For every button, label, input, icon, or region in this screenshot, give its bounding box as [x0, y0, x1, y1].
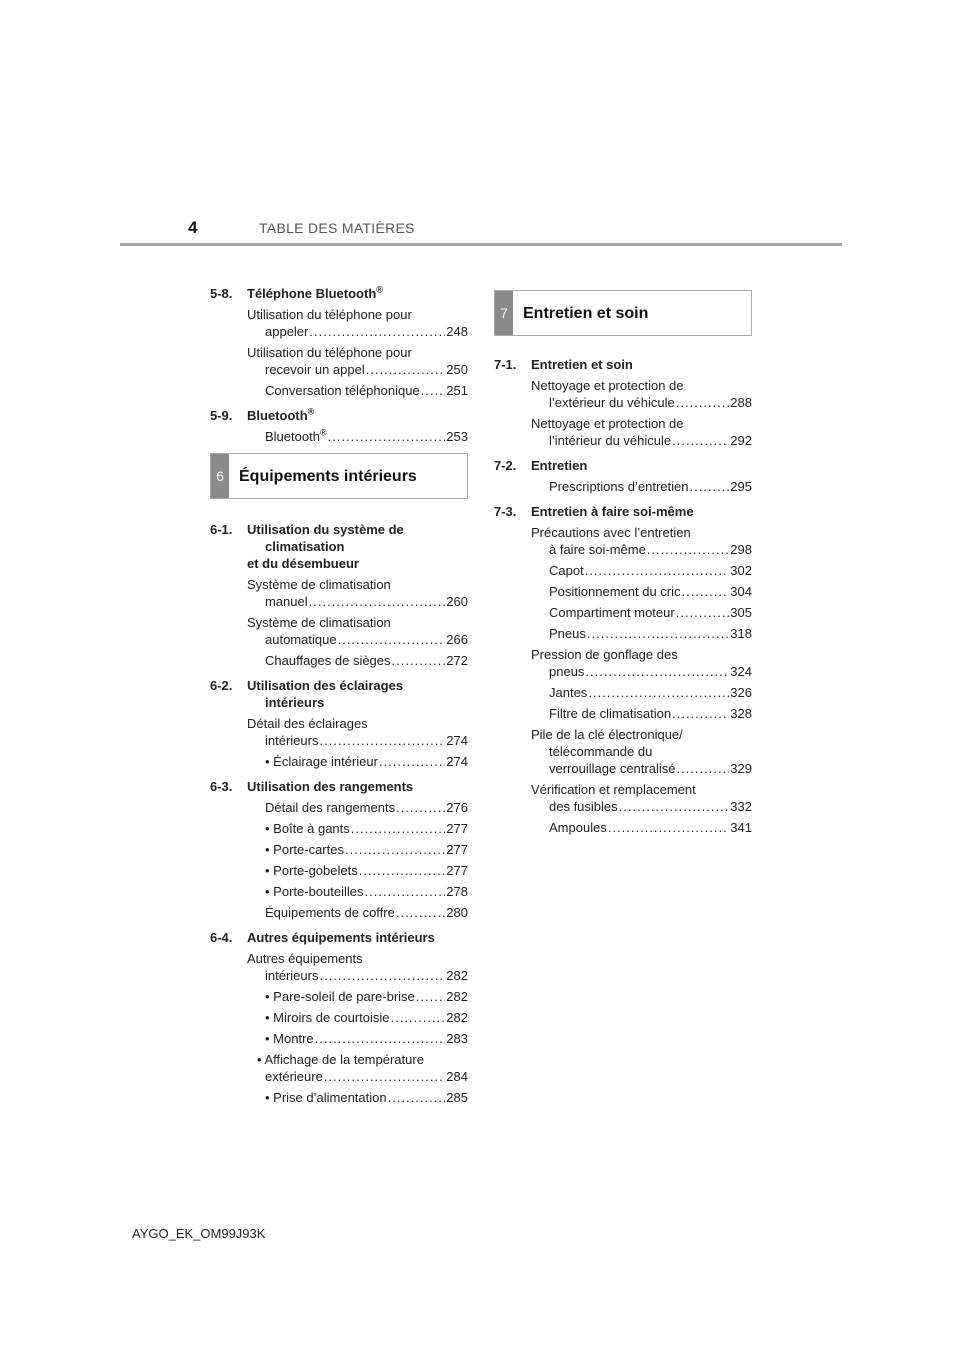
toc-subentry[interactable]: • Pare-soleil de pare-brise ..... 282: [257, 988, 468, 1005]
header-title: TABLE DES MATIÈRES: [259, 220, 415, 236]
toc-section-7-3[interactable]: [494, 503, 752, 520]
page-ref: 329: [730, 761, 752, 776]
toc-entry[interactable]: Utilisation du téléphone pour appeler ..... 248: [247, 306, 468, 340]
chapter-number-tab: 7: [495, 291, 513, 335]
toc-entry[interactable]: Pression de gonflage des pneus ..... 324: [531, 646, 752, 680]
page-ref: 277: [446, 842, 468, 857]
toc-entry[interactable]: Chauffages de sièges ..... 272: [247, 652, 468, 669]
page-ref: 324: [730, 664, 752, 679]
page-ref: 288: [730, 395, 752, 410]
page-ref: 274: [446, 754, 468, 769]
toc-section-6-4[interactable]: [210, 929, 468, 946]
page-ref: 251: [446, 383, 468, 398]
section-number: 6-1.: [210, 522, 233, 537]
toc-section-7-2[interactable]: [494, 457, 752, 474]
section-number: 5-8.: [210, 286, 233, 301]
page-ref: 332: [730, 799, 752, 814]
toc-entry[interactable]: Détail des rangements ..... 276: [247, 799, 468, 816]
section-title: Utilisation du système de climatisation et du désembueur: [247, 522, 404, 571]
toc-entry[interactable]: Nettoyage et protection de l’extérieur du véhicule ..... 288: [531, 377, 752, 411]
toc-subentry[interactable]: • Miroirs de courtoisie ..... 282: [257, 1009, 468, 1026]
page-ref: 341: [730, 820, 752, 835]
chapter-7-heading[interactable]: [494, 290, 752, 336]
toc-entry[interactable]: Conversation téléphonique ..... 251: [247, 382, 468, 399]
document-code: AYGO_EK_OM99J93K: [132, 1226, 266, 1241]
page-ref: 280: [446, 905, 468, 920]
page-ref: 253: [446, 429, 468, 444]
page-ref: 292: [730, 433, 752, 448]
toc-entry[interactable]: Pneus ..... 318: [531, 625, 752, 642]
toc-entry[interactable]: Système de climatisation automatique ..... 266: [247, 614, 468, 648]
section-number: 6-3.: [210, 779, 233, 794]
section-number: 6-4.: [210, 930, 233, 945]
page-ref: 295: [730, 479, 752, 494]
page-ref: 304: [730, 584, 752, 599]
toc-entry[interactable]: Bluetooth® ..... 253: [247, 428, 468, 445]
section-title: Utilisation des rangements: [247, 779, 414, 794]
toc-entry[interactable]: Équipements de coffre ..... 280: [247, 904, 468, 921]
toc-entry[interactable]: Pile de la clé électronique/ télécommande du verrouillage centralisé ..... 329: [531, 726, 752, 777]
section-title: Autres équipements intérieurs: [247, 930, 435, 945]
toc-entry[interactable]: Capot ..... 302: [531, 562, 752, 579]
toc-subentry[interactable]: • Porte-cartes ..... 277: [257, 841, 468, 858]
toc-entry[interactable]: Précautions avec l’entretien à faire soi-même ..... 298: [531, 524, 752, 558]
toc-left-column: [210, 285, 468, 1110]
section-title: Utilisation des éclairages intérieurs: [247, 678, 404, 710]
page-ref: 278: [446, 884, 468, 899]
page-ref: 305: [730, 605, 752, 620]
chapter-title: Équipements intérieurs: [239, 467, 417, 485]
toc-subentry[interactable]: • Porte-gobelets ..... 277: [257, 862, 468, 879]
section-number: 6-2.: [210, 678, 233, 693]
toc-entry[interactable]: Compartiment moteur ..... 305: [531, 604, 752, 621]
section-number: 7-1.: [494, 357, 517, 372]
section-title: Entretien et soin: [531, 357, 633, 372]
toc-section-7-1[interactable]: [494, 356, 752, 373]
section-number: 5-9.: [210, 408, 233, 423]
page-ref: 318: [730, 626, 752, 641]
toc-subentry[interactable]: • Boîte à gants ..... 277: [257, 820, 468, 837]
page-ref: 266: [446, 632, 468, 647]
chapter-number-tab: 6: [211, 454, 229, 498]
page-ref: 283: [446, 1031, 468, 1046]
toc-subentry[interactable]: • Prise d’alimentation ..... 285: [257, 1089, 468, 1106]
toc-subentry[interactable]: • Éclairage intérieur ..... 274: [257, 753, 468, 770]
toc-section-5-8[interactable]: [210, 285, 468, 302]
page-ref: 248: [446, 324, 468, 339]
section-number: 7-2.: [494, 458, 517, 473]
page-ref: 282: [446, 1010, 468, 1025]
section-title: Entretien à faire soi-même: [531, 504, 694, 519]
toc-entry[interactable]: Utilisation du téléphone pour recevoir un appel ..... 250: [247, 344, 468, 378]
page-ref: 285: [446, 1090, 468, 1105]
toc-section-6-3[interactable]: [210, 778, 468, 795]
toc-subentry[interactable]: • Affichage de la température extérieure ..... 284: [257, 1051, 468, 1085]
toc-entry[interactable]: Positionnement du cric ..... 304: [531, 583, 752, 600]
toc-entry[interactable]: Filtre de climatisation ..... 328: [531, 705, 752, 722]
toc-section-6-1[interactable]: [210, 521, 468, 572]
chapter-title: Entretien et soin: [523, 304, 649, 322]
toc-entry[interactable]: Système de climatisation manuel ..... 260: [247, 576, 468, 610]
page-ref: 276: [446, 800, 468, 815]
page-ref: 272: [446, 653, 468, 668]
page-ref: 326: [730, 685, 752, 700]
toc-entry[interactable]: Autres équipements intérieurs ..... 282: [247, 950, 468, 984]
page-ref: 260: [446, 594, 468, 609]
section-title: Bluetooth®: [247, 406, 315, 423]
page-ref: 282: [446, 989, 468, 1004]
section-number: 7-3.: [494, 504, 517, 519]
toc-subentry[interactable]: • Porte-bouteilles ..... 278: [257, 883, 468, 900]
section-title: Téléphone Bluetooth®: [247, 284, 383, 301]
page-ref: 250: [446, 362, 468, 377]
toc-section-6-2[interactable]: [210, 677, 468, 711]
toc-entry[interactable]: Prescriptions d’entretien ..... 295: [531, 478, 752, 495]
toc-entry[interactable]: Détail des éclairages intérieurs ..... 274: [247, 715, 468, 749]
page-ref: 328: [730, 706, 752, 721]
section-title: Entretien: [531, 458, 588, 473]
toc-entry[interactable]: Ampoules ..... 341: [531, 819, 752, 836]
toc-entry[interactable]: Nettoyage et protection de l’intérieur du véhicule ..... 292: [531, 415, 752, 449]
page-number: 4: [188, 218, 198, 237]
page-ref: 274: [446, 733, 468, 748]
page-ref: 284: [446, 1069, 468, 1084]
toc-right-column: [494, 290, 752, 840]
toc-entry[interactable]: Jantes ..... 326: [531, 684, 752, 701]
page-ref: 277: [446, 863, 468, 878]
page-ref: 282: [446, 968, 468, 983]
page-ref: 302: [730, 563, 752, 578]
toc-entry[interactable]: Vérification et remplacement des fusibles ..... 332: [531, 781, 752, 815]
toc-section-5-9[interactable]: [210, 407, 468, 424]
page-ref: 298: [730, 542, 752, 557]
page-ref: 277: [446, 821, 468, 836]
chapter-6-heading[interactable]: [210, 453, 468, 499]
header-divider: [120, 243, 842, 246]
toc-subentry[interactable]: • Montre ..... 283: [257, 1030, 468, 1047]
